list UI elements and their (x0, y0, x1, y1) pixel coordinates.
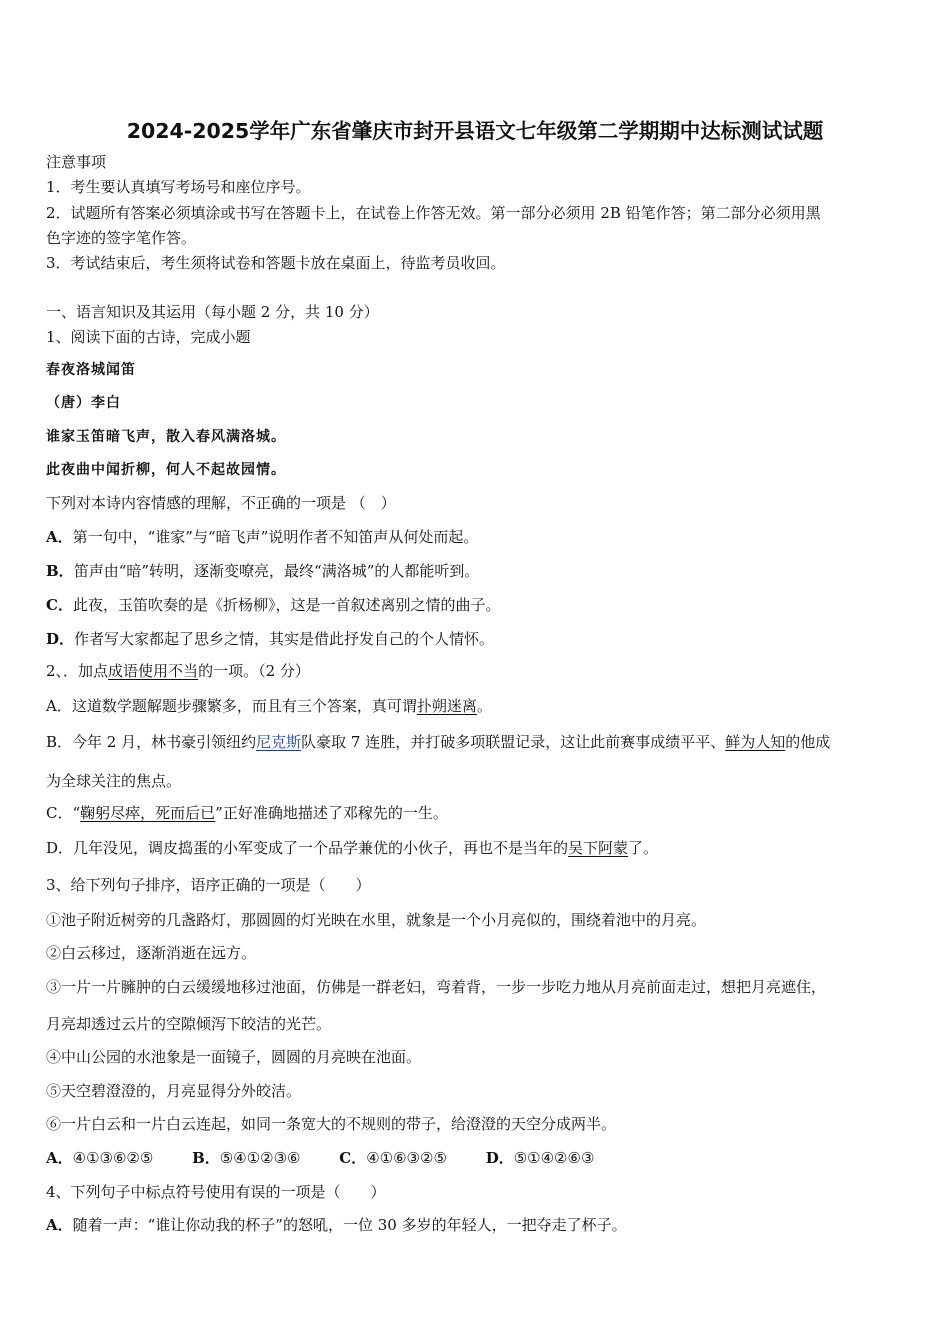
q3-option-d (486, 1148, 595, 1168)
q3-sentence-3-cont: 月亮却透过云片的空隙倾泻下皎洁的光芒。 (46, 1015, 332, 1033)
q2-prompt-post: 的一项。（2 分） (198, 662, 310, 680)
option-label: A． (46, 528, 73, 546)
idiom-underlined: 鞠躬尽瘁，死而后已 (80, 804, 216, 822)
option-label: A． (46, 1149, 73, 1167)
notice-item-3: 3．考试结束后，考生须将试卷和答题卡放在桌面上，待监考员收回。 (46, 254, 506, 272)
q1-stem: 下列对本诗内容情感的理解，不正确的一项是 （ ） (46, 494, 396, 512)
idiom-underlined: 鲜为人知 (725, 733, 786, 751)
q3-prompt: 3、给下列句子排序，语序正确的一项是（ ） (46, 876, 371, 894)
q2-option-b (46, 732, 830, 752)
q3-option-c (339, 1148, 447, 1168)
option-text: C．“ (46, 804, 81, 822)
option-label: C． (46, 596, 73, 614)
q1-option-d (46, 629, 494, 649)
q2-option-b-cont: 为全球关注的焦点。 (46, 772, 182, 790)
knicks-link[interactable]: 尼克斯 (256, 733, 302, 751)
poem-title: 春夜洛城闻笛 (46, 362, 136, 378)
option-label: C． (339, 1149, 367, 1167)
q2-option-a (46, 696, 492, 716)
notice-item-1: 1．考生要认真填写考场号和座位序号。 (46, 178, 311, 196)
q4-option-a (46, 1215, 627, 1235)
idiom-underlined: 吴下阿蒙 (568, 839, 629, 857)
option-text: 此夜，玉笛吹奏的是《折杨柳》，这是一首叙述离别之情的曲子。 (72, 596, 501, 614)
option-text: 笛声由“暗”转明，逐渐变嘹亮，最终“满洛城”的人都能听到。 (73, 562, 480, 580)
option-text: ⑤①④②⑥③ (513, 1149, 595, 1167)
poem-line-1: 谁家玉笛暗飞声，散入春风满洛城。 (46, 429, 286, 445)
option-text: B．今年 2 月，林书豪引领纽约 (46, 733, 257, 751)
option-text: ⑤④①②③⑥ (219, 1149, 301, 1167)
option-text: 随着一声：“谁让你动我的杯子”的怒吼，一位 30 多岁的年轻人，一把夺走了杯子。 (72, 1216, 627, 1234)
option-label: D． (46, 630, 75, 648)
option-text: ”正好准确地描述了邓稼先的一生。 (215, 804, 448, 822)
q2-prompt-underlined: 成语使用不当 (108, 662, 199, 680)
option-text: 作者写大家都起了思乡之情，其实是借此抒发自己的个人情怀。 (74, 630, 495, 648)
option-text: 第一句中，“谁家”与“暗飞声”说明作者不知笛声从何处而起。 (72, 528, 479, 546)
notice-heading: 注意事项 (46, 153, 107, 171)
idiom-underlined: 扑朔迷离 (416, 697, 477, 715)
q2-prompt (46, 661, 310, 681)
option-label: D． (485, 1149, 514, 1167)
q4-prompt: 4、下列句子中标点符号使用有误的一项是（ ） (46, 1183, 386, 1201)
q2-option-c (46, 803, 448, 823)
q3-sentence-1: ①池子附近树旁的几盏路灯，那圆圆的灯光映在水里，就象是一个小月亮似的，围绕着池中的月亮。 (46, 911, 707, 929)
q3-options (46, 1148, 628, 1168)
q3-option-a (46, 1148, 153, 1168)
notice-item-2-cont: 色字迹的签字笔作答。 (46, 229, 197, 247)
option-text: ④①⑥③②⑤ (366, 1149, 447, 1167)
q1-option-a (46, 527, 478, 547)
option-text: D．几年没见，调皮捣蛋的小军变成了一个品学兼优的小伙子，再也不是当年的 (46, 839, 569, 857)
q2-option-d (46, 838, 658, 858)
option-text: 队豪取 7 连胜，并打破多项联盟记录，这让此前赛事成绩平平、 (301, 733, 726, 751)
q3-sentence-2: ②白云移过，逐渐消逝在远方。 (46, 944, 257, 962)
q3-sentence-4: ④中山公园的水池象是一面镜子，圆圆的月亮映在池面。 (46, 1048, 422, 1066)
option-text: 的他成 (785, 733, 831, 751)
option-text: A．这道数学题解题步骤繁多，而且有三个答案，真可谓 (46, 697, 417, 715)
option-text: 。 (476, 697, 492, 715)
option-text: ④①③⑥②⑤ (72, 1149, 154, 1167)
q3-sentence-3: ③一片一片臃肿的白云缓缓地移过池面，仿佛是一群老妇，弯着背，一步一步吃力地从月亮前面走过，想把月亮遮住， (46, 978, 827, 996)
poem-author: （唐）李白 (46, 395, 121, 411)
exam-title: 2024-2025学年广东省肇庆市封开县语文七年级第二学期期中达标测试试题 (126, 119, 824, 143)
q3-sentence-6: ⑥一片白云和一片白云连起，如同一条宽大的不规则的带子，给澄澄的天空分成两半。 (46, 1115, 617, 1133)
option-text: 了。 (628, 839, 659, 857)
q2-prompt-pre: 2、．加点 (46, 662, 109, 680)
option-label: B． (46, 562, 74, 580)
option-label: A． (46, 1216, 73, 1234)
notice-item-2: 2．试题所有答案必须填涂或书写在答题卡上，在试卷上作答无效。第一部分必须用 2B 铅笔作答；第二部分必须用黑 (46, 204, 821, 222)
poem-line-2: 此夜曲中闻折柳，何人不起故园情。 (46, 462, 286, 478)
q3-option-b (192, 1148, 300, 1168)
option-label: B． (192, 1149, 220, 1167)
section-heading: 一、语言知识及其运用（每小题 2 分，共 10 分） (46, 303, 379, 321)
q1-option-c (46, 595, 500, 615)
q3-sentence-5: ⑤天空碧澄澄的，月亮显得分外皎洁。 (46, 1082, 302, 1100)
q1-option-b (46, 561, 479, 581)
q1-prompt: 1、阅读下面的古诗，完成小题 (46, 328, 251, 346)
